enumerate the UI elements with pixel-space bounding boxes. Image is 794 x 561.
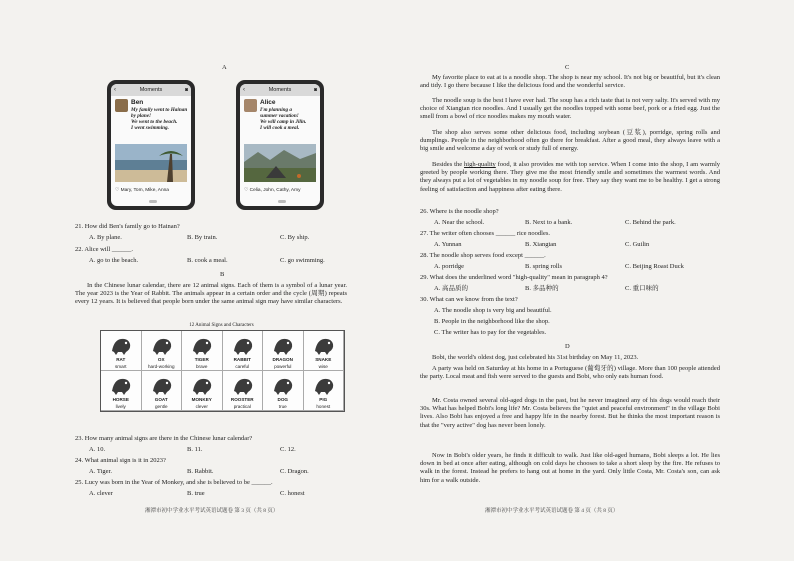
q24-option-c: C. Dragon. xyxy=(280,468,309,475)
animal-name: RABBIT xyxy=(233,357,251,362)
animal-name: DRAGON xyxy=(272,357,293,362)
q25-option-a: A. clever xyxy=(89,490,113,497)
animal-cell-dog xyxy=(263,371,304,411)
question-29: 29. What does the underlined word "high-quality" mean in paragraph 4? xyxy=(420,274,608,281)
animal-name: OX xyxy=(157,357,165,362)
animal-name: ROOSTER xyxy=(230,397,254,402)
camping-photo xyxy=(244,144,316,182)
animal-name: HORSE xyxy=(112,397,129,402)
chart-title: 12 Animal Signs and Characters xyxy=(189,323,254,328)
animal-cell-dragon xyxy=(263,331,304,371)
section-c-heading: C xyxy=(565,64,570,71)
dragon-icon xyxy=(271,334,295,356)
post-text: I'm planning a summer vacation! We will camp in Jilin. I will cook a meal. xyxy=(260,107,307,131)
q25-option-c: C. honest xyxy=(280,490,305,497)
page-footer: 湘潭市初中学业水平考试英语试题卷 第 3 页（共 8 页） xyxy=(145,508,279,514)
phone-ben xyxy=(107,80,195,210)
passage-d-para-2: A party was held on Saturday at his home in a Portuguese (葡萄牙的) village. More than 100 people attended the party. Local meat and fish were served to the guests and Bobi, who only eats human food. xyxy=(420,365,720,381)
beach-photo xyxy=(115,144,187,182)
passage-d-para-4: Now in Bobi's older years, he finds it difficult to walk. Just like old-aged humans, Bobi sleeps a lot. He lies down in bed at once after eating, although on cold days he chooses to take a short sleep by the fire. He refuses to walk in the forest. Instead he prefers to hang out at home in the yard. Only little Costa, Mr. Costa's son, can ask him for a walk outside. xyxy=(420,452,720,484)
q22-option-c: C. go swimming. xyxy=(280,257,325,264)
q23-option-b: B. 11. xyxy=(187,446,203,453)
q26-option-b: B. Next to a bank. xyxy=(525,219,573,226)
animal-cell-horse xyxy=(101,371,142,411)
q29-option-a: A. 高品质的 xyxy=(434,285,468,292)
animal-cell-monkey xyxy=(182,371,223,411)
question-25: 25. Lucy was born in the Year of Monkey, and she is believed to be ______. xyxy=(75,479,273,486)
passage-c-para-3: The shop also serves some other delicious food, including soybean (豆浆), porridge, spring rolls and dumplings. People in the neighborhood often go there for breakfast. After a good meal, they always leave with a big smile and welcome a day of work or study full of energy. xyxy=(420,129,720,153)
likes-list: ♡ Mary, Tom, Mike, Anna xyxy=(115,188,169,193)
underlined-word: high-quality xyxy=(464,161,496,168)
q30-option-a: A. The noodle shop is very big and beautiful. xyxy=(434,307,552,314)
avatar xyxy=(115,99,128,112)
section-a-heading: A xyxy=(222,64,227,71)
q21-option-a: A. By plane. xyxy=(89,234,122,241)
section-b-heading: B xyxy=(220,271,225,278)
q30-option-b: B. People in the neighborhood like the shop. xyxy=(434,318,550,325)
pig-icon xyxy=(312,374,336,396)
q26-option-c: C. Behind the park. xyxy=(625,219,676,226)
question-30: 30. What can we know from the text? xyxy=(420,296,518,303)
passage-d-para-3: Mr. Costa owned several old-aged dogs in the past, but he never imagined any of his dogs would reach their 30s. What has helped Bobi's long life? Mr. Costa believes the "quiet and peaceful environment" in the village Bobi lives. Also Bobi has enjoyed a free and happy life in the nearby forest. But he thinks the most important reason is that the "very active" dog has never been lonely. xyxy=(420,397,720,429)
dog-icon xyxy=(271,374,295,396)
goat-icon xyxy=(150,374,174,396)
question-23: 23. How many animal signs are there in the Chinese lunar calendar? xyxy=(75,435,253,442)
q23-option-a: A. 10. xyxy=(89,446,106,453)
post-text: My family went to Hainan by plane! We went to the beach. I went swimming. xyxy=(131,107,188,131)
right-page xyxy=(397,0,794,561)
animal-trait: clever xyxy=(195,404,208,409)
question-27: 27. The writer often chooses ______ rice noodles. xyxy=(420,230,551,237)
animal-trait: brave xyxy=(196,364,208,369)
animal-trait: smart xyxy=(115,364,127,369)
animal-trait: powerful xyxy=(274,364,292,369)
back-icon: ‹ xyxy=(114,87,116,93)
q28-option-b: B. spring rolls xyxy=(525,263,563,270)
animal-cell-tiger xyxy=(182,331,223,371)
section-d-heading: D xyxy=(565,343,570,350)
animal-cell-pig xyxy=(304,371,345,411)
q25-option-b: B. true xyxy=(187,490,205,497)
q24-option-a: A. Tiger. xyxy=(89,468,112,475)
animal-cell-goat xyxy=(142,371,183,411)
animal-trait: careful xyxy=(235,364,250,369)
q28-option-a: A. porridge xyxy=(434,263,464,270)
rabbit-icon xyxy=(231,334,255,356)
moments-title: Moments xyxy=(139,87,163,93)
animal-trait: honest xyxy=(316,404,331,409)
q27-option-b: B. Xiangtan xyxy=(525,241,557,248)
ox-icon xyxy=(150,334,174,356)
likes-list: ♡ Celia, John, Cathy, Amy xyxy=(244,188,301,193)
animal-trait: gentle xyxy=(154,404,168,409)
camera-icon: ◙ xyxy=(313,87,317,93)
q28-option-c: C. Beijing Roast Duck xyxy=(625,263,684,270)
animal-name: MONKEY xyxy=(191,397,212,402)
q27-option-c: C. Guilin xyxy=(625,241,650,248)
home-indicator xyxy=(278,200,286,203)
passage-c-para-1: My favorite place to eat at is a noodle shop. The shop is near my school. It's not big or beautiful, but it's clean and tidy. I go there because I like the delicious food and the wonderful service. xyxy=(420,74,720,90)
question-28: 28. The noodle shop serves food except ______. xyxy=(420,252,546,259)
post-author: Alice xyxy=(260,99,276,106)
q24-option-b: B. Rabbit. xyxy=(187,468,214,475)
animal-name: TIGER xyxy=(194,357,209,362)
page-footer: 湘潭市初中学业水平考试英语试题卷 第 4 页（共 8 页） xyxy=(485,508,619,514)
q21-option-b: B. By train. xyxy=(187,234,218,241)
q29-option-b: B. 多品种的 xyxy=(525,285,559,292)
home-indicator xyxy=(149,200,157,203)
animal-trait: wise xyxy=(318,364,328,369)
q26-option-a: A. Near the school. xyxy=(434,219,485,226)
moments-title: Moments xyxy=(268,87,292,93)
avatar xyxy=(244,99,257,112)
animal-name: RAT xyxy=(116,357,126,362)
passage-c-para-2: The noodle soup is the best I have ever had. The soup has a rich taste that is not very salty. It's served with my choice of Xiangtan rice noodles. And I usually get the noodles topped with some beef, pork or a fried egg. Just the smell from a bowl of rice noodles makes my mouth water. xyxy=(420,97,720,121)
post-author: Ben xyxy=(131,99,144,106)
q30-option-c: C. The writer has to pay for the vegetables. xyxy=(434,329,547,336)
animal-cell-snake xyxy=(304,331,345,371)
question-21: 21. How did Ben's family go to Hainan? xyxy=(75,223,180,230)
animal-cell-ox xyxy=(142,331,183,371)
horse-icon xyxy=(109,374,133,396)
passage-b: In the Chinese lunar calendar, there are 12 animal signs. Each of them is a symbol of a lunar year. The year 2023 is the Year of Rabbit. The animals appear in a certain order and the cycle (周期) repeats every 12 years. It is believed that people born under the same animal sign may have similar characters. xyxy=(75,282,347,306)
animal-trait: practical xyxy=(233,404,251,409)
animal-name: GOAT xyxy=(154,397,168,402)
monkey-icon xyxy=(190,374,214,396)
q29-option-c: C. 重口味的 xyxy=(625,285,659,292)
animal-name: PIG xyxy=(319,397,328,402)
passage-c-para-4: Besides the high-quality food, it also provides me with top service. When I come into the shop, I am warmly greeted by people working there. They give me the most friendly smile and sometimes the warmest words. And they always put a lot of vegetables in my noodle soup for free. They say they want me to be healthy. I get a strong feeling of satisfaction and happiness after eating there. xyxy=(420,161,720,193)
question-22: 22. Alice will ______. xyxy=(75,246,133,253)
q22-option-a: A. go to the beach. xyxy=(89,257,139,264)
animal-trait: true xyxy=(278,404,287,409)
snake-icon xyxy=(312,334,336,356)
back-icon: ‹ xyxy=(243,87,245,93)
question-26: 26. Where is the noodle shop? xyxy=(420,208,499,215)
question-24: 24. What animal sign is it in 2023? xyxy=(75,457,166,464)
animal-signs-table xyxy=(100,330,345,412)
rat-icon xyxy=(109,334,133,356)
animal-trait: hard-working xyxy=(147,364,175,369)
q27-option-a: A. Yunnan xyxy=(434,241,462,248)
animal-name: DOG xyxy=(277,397,288,402)
tiger-icon xyxy=(190,334,214,356)
animal-trait: lively xyxy=(115,404,126,409)
phone-alice xyxy=(236,80,324,210)
q21-option-c: C. By ship. xyxy=(280,234,310,241)
passage-d-para-1: Bobi, the world's oldest dog, just celebrated his 31st birthday on May 11, 2023. xyxy=(432,354,639,361)
animal-cell-rooster xyxy=(223,371,264,411)
q22-option-b: B. cook a meal. xyxy=(187,257,228,264)
animal-cell-rat xyxy=(101,331,142,371)
camera-icon: ◙ xyxy=(184,87,188,93)
animal-cell-rabbit xyxy=(223,331,264,371)
q23-option-c: C. 12. xyxy=(280,446,296,453)
rooster-icon xyxy=(231,374,255,396)
animal-name: SNAKE xyxy=(315,357,332,362)
